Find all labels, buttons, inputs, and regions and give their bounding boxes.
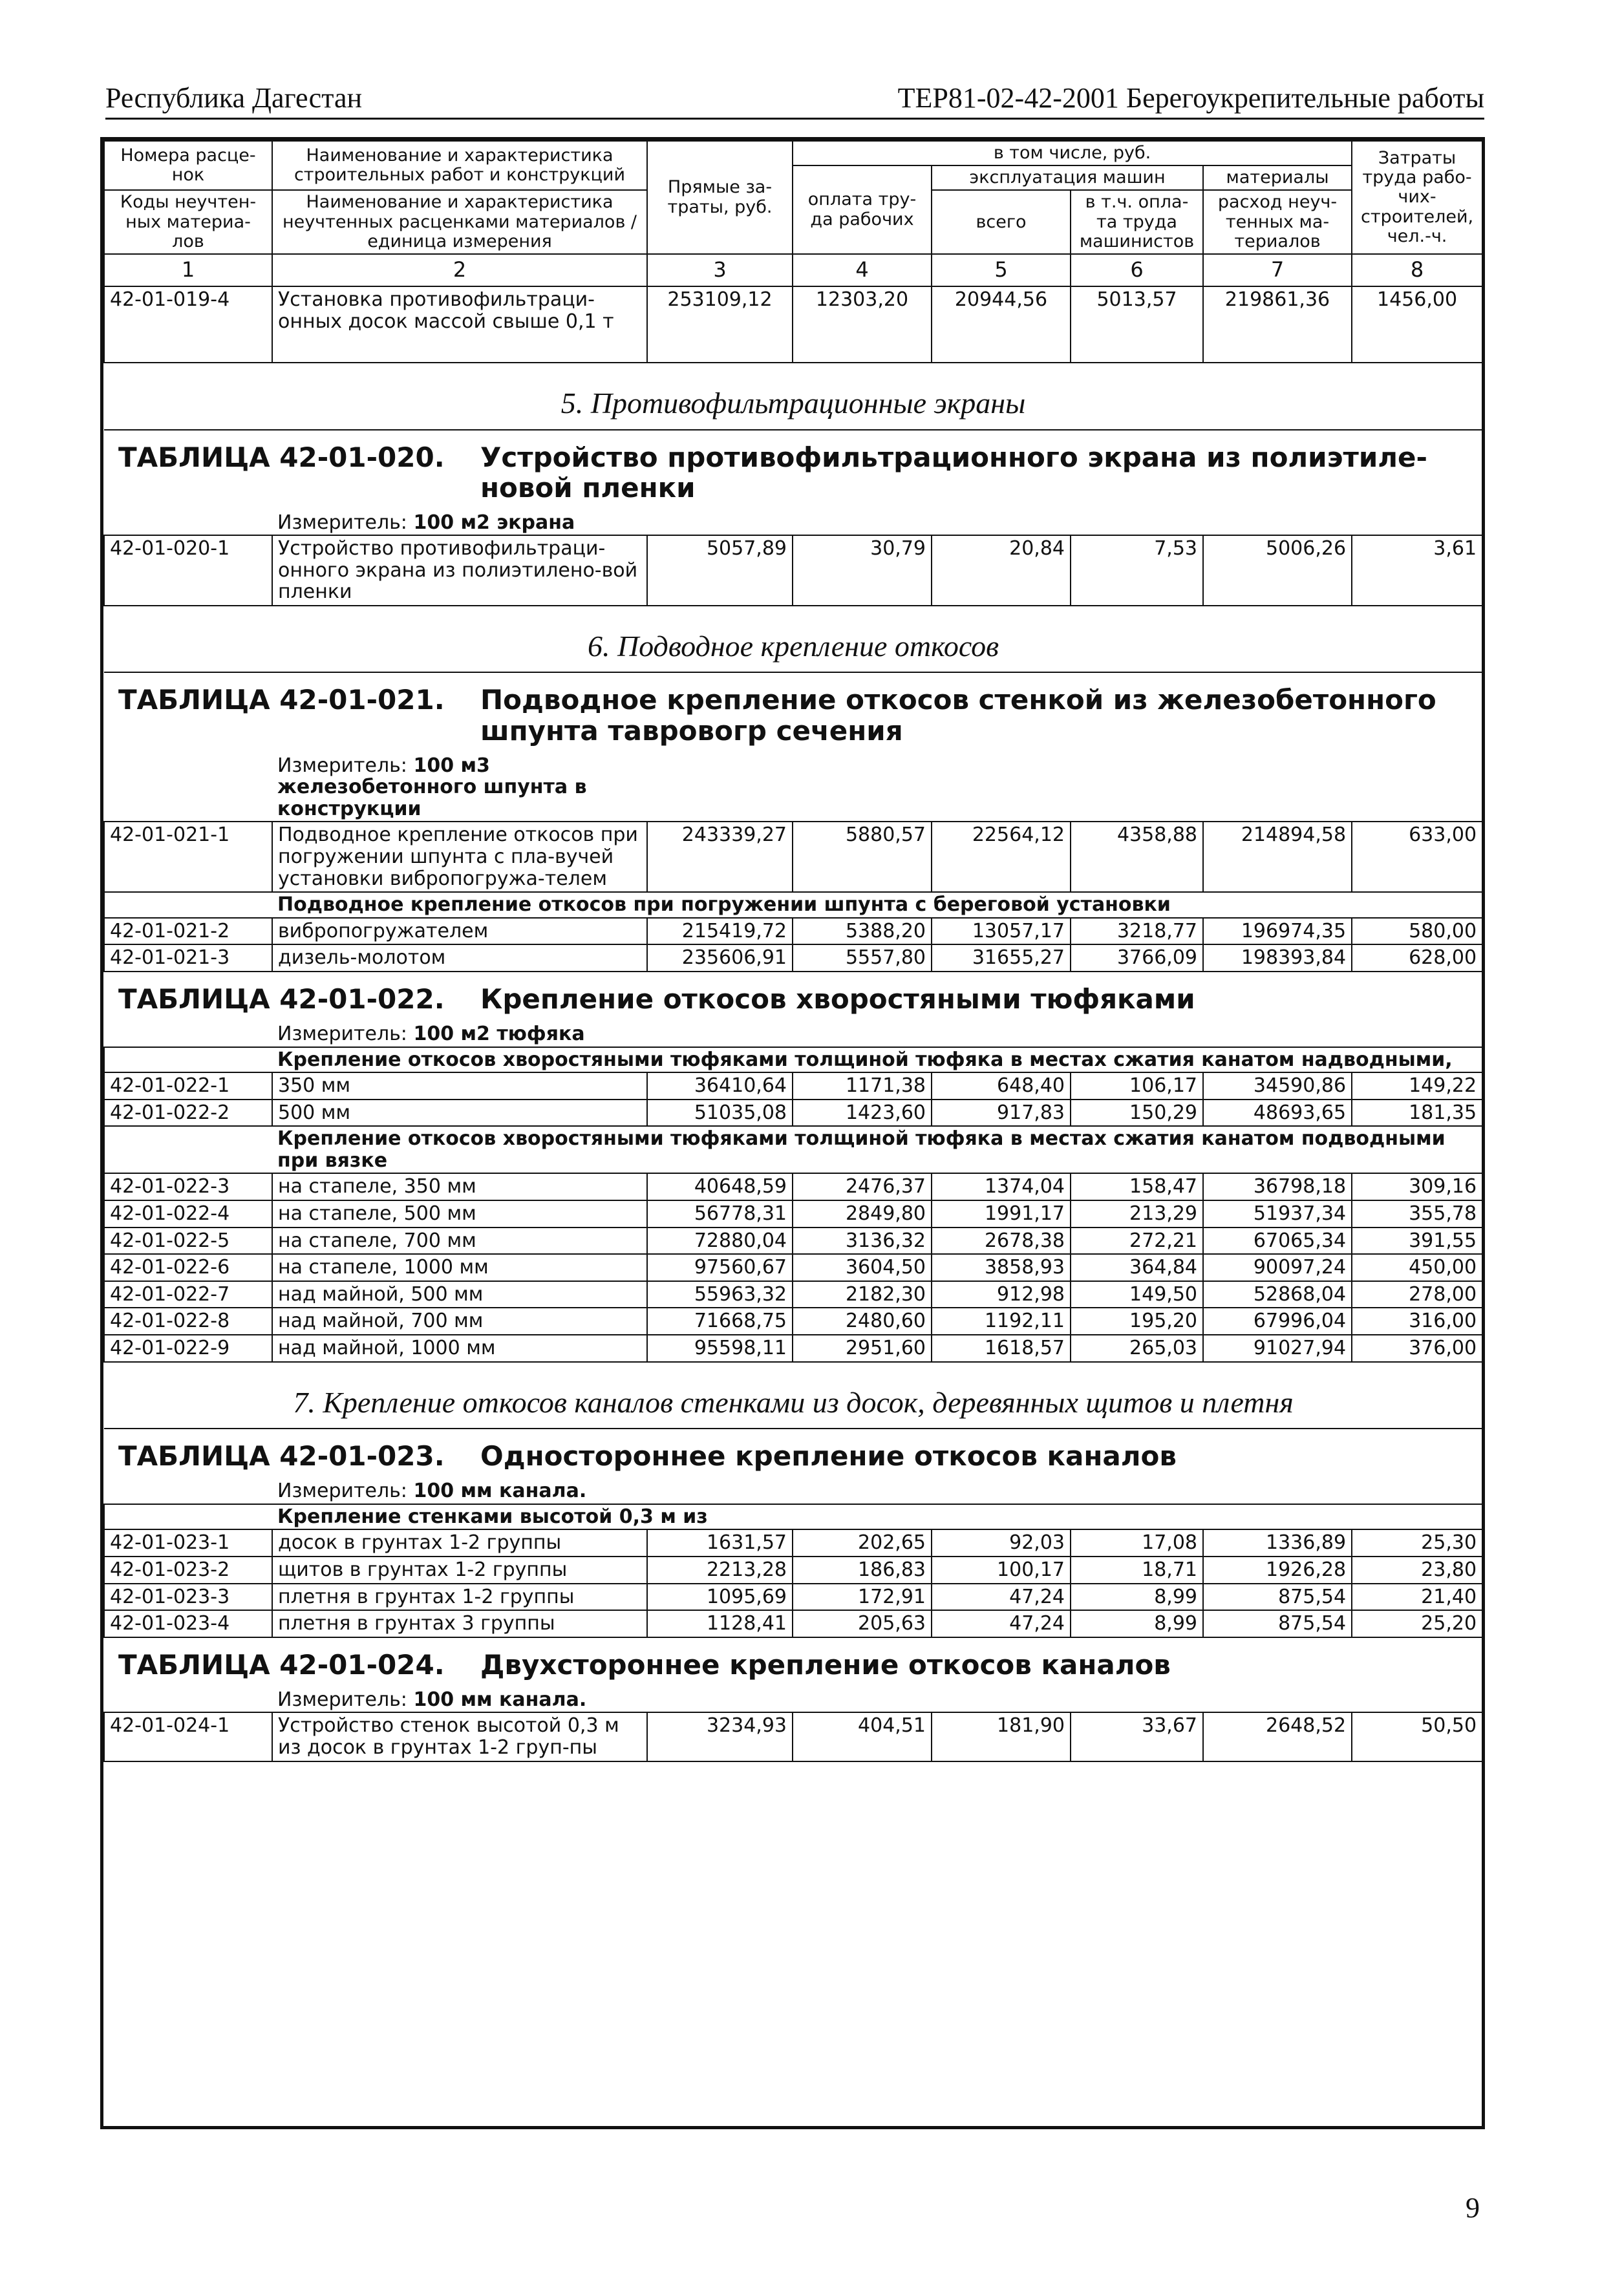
row-code: 42-01-022-5 [104, 1228, 272, 1255]
row-code: 42-01-023-3 [104, 1584, 272, 1611]
group-spacer [104, 1126, 272, 1173]
row-name: на стапеле, 350 мм [272, 1173, 647, 1200]
row-value: 2678,38 [932, 1228, 1071, 1255]
group-row [104, 892, 1482, 918]
measure-label: Измеритель: [277, 754, 407, 777]
measure-spacer [647, 1474, 1482, 1504]
measure-label: Измеритель: [277, 1022, 407, 1045]
col-num: 3 [647, 254, 793, 286]
row-value: 205,63 [793, 1610, 932, 1637]
row-value: 2476,37 [793, 1173, 932, 1200]
header-rule [105, 118, 1484, 120]
row-value: 95598,11 [647, 1335, 793, 1362]
group-row [104, 1126, 1482, 1173]
table-label: ТАБЛИЦА 42-01-021. [118, 684, 445, 716]
table-title [104, 1429, 1482, 1474]
section-heading: 7. Крепление откосов каналов стенками из досок, деревянных щитов и плетня [104, 1362, 1482, 1429]
row-value: 22564,12 [932, 822, 1071, 892]
row-value: 149,22 [1352, 1072, 1482, 1100]
col-name-subheader: Наименование и характеристика неучтенных расценками материалов / единица измерения [272, 190, 647, 254]
column-number-row [104, 254, 1482, 286]
row-value: 91027,94 [1203, 1335, 1352, 1362]
measure-cell [104, 1017, 647, 1047]
row-name: дизель-молотом [272, 944, 647, 972]
row-value: 5388,20 [793, 918, 932, 945]
row-value: 55963,32 [647, 1281, 793, 1308]
row-value: 5006,26 [1203, 535, 1352, 606]
col-num: 2 [272, 254, 647, 286]
row-name: Устройство противофильтраци-онного экрана из полиэтилено-вой пленки [272, 535, 647, 606]
row-value: 1171,38 [793, 1072, 932, 1100]
row-name: Подводное крепление откосов при погружении шпунта с пла-вучей установки вибропогружа-телем [272, 822, 647, 892]
row-value: 25,30 [1352, 1529, 1482, 1557]
row-code: 42-01-019-4 [104, 286, 272, 363]
row-name: на стапеле, 500 мм [272, 1200, 647, 1228]
measure-label: Измеритель: [277, 1480, 407, 1503]
row-value: 17,08 [1071, 1529, 1203, 1557]
row-value: 3766,09 [1071, 944, 1203, 972]
row-name: 500 мм [272, 1100, 647, 1127]
group-heading: Подводное крепление откосов при погружении шпунта с береговой установки [272, 892, 1482, 918]
row-value: 21,40 [1352, 1584, 1482, 1611]
table-label: ТАБЛИЦА 42-01-020. [118, 441, 445, 473]
row-value: 8,99 [1071, 1584, 1203, 1611]
row-value: 50,50 [1352, 1712, 1482, 1761]
header-region: Республика Дагестан [105, 82, 363, 114]
row-value: 1336,89 [1203, 1529, 1352, 1557]
row-value: 33,67 [1071, 1712, 1203, 1761]
table-title [104, 1637, 1482, 1683]
row-code: 42-01-020-1 [104, 535, 272, 606]
row-value: 67065,34 [1203, 1228, 1352, 1255]
table-row [104, 1557, 1482, 1584]
table-title-row [104, 430, 1482, 505]
group-row [104, 1504, 1482, 1530]
col-materials-sub-header: расход неуч-тенных ма-териалов [1203, 190, 1352, 254]
measure-row [104, 749, 1482, 822]
row-code: 42-01-023-2 [104, 1557, 272, 1584]
row-code: 42-01-022-9 [104, 1335, 272, 1362]
row-value: 196974,35 [1203, 918, 1352, 945]
row-name: досок в грунтах 1-2 группы [272, 1529, 647, 1557]
table-row [104, 918, 1482, 945]
row-value: 52868,04 [1203, 1281, 1352, 1308]
table-row [104, 1173, 1482, 1200]
row-value: 1456,00 [1352, 286, 1482, 363]
col-incl-header: в том числе, руб. [793, 141, 1352, 165]
row-value: 195,20 [1071, 1308, 1203, 1335]
measure-row [104, 1683, 1482, 1713]
row-value: 213,29 [1071, 1200, 1203, 1228]
row-value: 31655,27 [932, 944, 1071, 972]
table-row [104, 1281, 1482, 1308]
row-value: 316,00 [1352, 1308, 1482, 1335]
measure-cell [104, 1683, 647, 1713]
table-label: ТАБЛИЦА 42-01-024. [118, 1648, 445, 1681]
col-num: 8 [1352, 254, 1482, 286]
measure-value: 100 мм канала. [413, 1688, 587, 1711]
row-name: Установка противофильтраци-онных досок массой свыше 0,1 т [272, 286, 647, 363]
row-value: 67996,04 [1203, 1308, 1352, 1335]
row-value: 36798,18 [1203, 1173, 1352, 1200]
col-code-subheader: Коды неучтен-ных материа-лов [104, 190, 272, 254]
row-value: 2213,28 [647, 1557, 793, 1584]
row-value: 265,03 [1071, 1335, 1203, 1362]
row-value: 90097,24 [1203, 1254, 1352, 1281]
table-name: Крепление откосов хворостяными тюфяками [480, 983, 1195, 1015]
running-header [105, 76, 1484, 115]
col-materials-header: материалы [1203, 165, 1352, 190]
row-code: 42-01-022-6 [104, 1254, 272, 1281]
col-num: 4 [793, 254, 932, 286]
page-number: 9 [1466, 2192, 1480, 2224]
row-value: 56778,31 [647, 1200, 793, 1228]
row-value: 1192,11 [932, 1308, 1071, 1335]
row-value: 71668,75 [647, 1308, 793, 1335]
table-row [104, 1100, 1482, 1127]
col-labor-header: Затраты труда рабо-чих-строителей, чел.-ч. [1352, 141, 1482, 254]
row-value: 648,40 [932, 1072, 1071, 1100]
table-row [104, 1072, 1482, 1100]
table-row [104, 1228, 1482, 1255]
row-code: 42-01-023-4 [104, 1610, 272, 1637]
row-value: 309,16 [1352, 1173, 1482, 1200]
row-value: 7,53 [1071, 535, 1203, 606]
table-title-row [104, 672, 1482, 748]
row-value: 1374,04 [932, 1173, 1071, 1200]
col-code-header: Номера расце-нок [104, 141, 272, 190]
row-value: 51035,08 [647, 1100, 793, 1127]
row-value: 875,54 [1203, 1584, 1352, 1611]
row-value: 181,35 [1352, 1100, 1482, 1127]
measure-spacer [647, 505, 1482, 536]
row-value: 40648,59 [647, 1173, 793, 1200]
row-value: 18,71 [1071, 1557, 1203, 1584]
row-value: 215419,72 [647, 918, 793, 945]
row-value: 97560,67 [647, 1254, 793, 1281]
row-value: 5557,80 [793, 944, 932, 972]
row-value: 149,50 [1071, 1281, 1203, 1308]
table-name: Двухстороннее крепление откосов каналов [480, 1648, 1171, 1681]
row-code: 42-01-022-4 [104, 1200, 272, 1228]
measure-cell [104, 749, 647, 822]
table-title-row [104, 972, 1482, 1017]
row-name: Устройство стенок высотой 0,3 м из досок в грунтах 1-2 груп-пы [272, 1712, 647, 1761]
header-row-1 [104, 141, 1482, 165]
row-value: 1095,69 [647, 1584, 793, 1611]
row-value: 2480,60 [793, 1308, 932, 1335]
row-value: 2849,80 [793, 1200, 932, 1228]
row-code: 42-01-024-1 [104, 1712, 272, 1761]
row-value: 2648,52 [1203, 1712, 1352, 1761]
row-value: 391,55 [1352, 1228, 1482, 1255]
table-row [104, 1712, 1482, 1761]
table-title-row [104, 1429, 1482, 1474]
row-value: 36410,64 [647, 1072, 793, 1100]
section-heading-row [104, 363, 1482, 430]
table-row [104, 1308, 1482, 1335]
price-table-body [104, 141, 1482, 1761]
row-value: 376,00 [1352, 1335, 1482, 1362]
row-value: 1618,57 [932, 1335, 1071, 1362]
table-row [104, 1254, 1482, 1281]
row-value: 219861,36 [1203, 286, 1352, 363]
price-table [103, 140, 1483, 1762]
row-value: 34590,86 [1203, 1072, 1352, 1100]
table-row [104, 286, 1482, 363]
row-name: плетня в грунтах 1-2 группы [272, 1584, 647, 1611]
row-value: 1128,41 [647, 1610, 793, 1637]
row-code: 42-01-021-1 [104, 822, 272, 892]
table-title-row [104, 1637, 1482, 1683]
table-title [104, 430, 1482, 505]
row-value: 47,24 [932, 1610, 1071, 1637]
row-value: 202,65 [793, 1529, 932, 1557]
section-heading: 6. Подводное крепление откосов [104, 606, 1482, 673]
measure-value: 100 м2 тюфяка [413, 1022, 585, 1045]
measure-label: Измеритель: [277, 1688, 407, 1711]
row-value: 8,99 [1071, 1610, 1203, 1637]
col-wages-header: оплата тру-да рабочих [793, 165, 932, 254]
row-value: 1423,60 [793, 1100, 932, 1127]
row-value: 20,84 [932, 535, 1071, 606]
row-name: над майной, 500 мм [272, 1281, 647, 1308]
row-value: 23,80 [1352, 1557, 1482, 1584]
table-name: Устройство противофильтрационного экрана из полиэтиле-новой пленки [480, 441, 1427, 504]
row-value: 278,00 [1352, 1281, 1482, 1308]
row-value: 3,61 [1352, 535, 1482, 606]
row-value: 2182,30 [793, 1281, 932, 1308]
row-value: 48693,65 [1203, 1100, 1352, 1127]
row-value: 92,03 [932, 1529, 1071, 1557]
row-name: на стапеле, 1000 мм [272, 1254, 647, 1281]
section-heading-row [104, 606, 1482, 673]
row-value: 181,90 [932, 1712, 1071, 1761]
row-name: над майной, 1000 мм [272, 1335, 647, 1362]
measure-value: 100 м3 железобетонного шпунта в конструкции [277, 754, 587, 820]
row-value: 5057,89 [647, 535, 793, 606]
row-value: 30,79 [793, 535, 932, 606]
row-code: 42-01-022-2 [104, 1100, 272, 1127]
measure-cell [104, 1474, 647, 1504]
row-value: 235606,91 [647, 944, 793, 972]
row-value: 186,83 [793, 1557, 932, 1584]
row-value: 633,00 [1352, 822, 1482, 892]
table-row [104, 1200, 1482, 1228]
table-row [104, 1335, 1482, 1362]
row-value: 214894,58 [1203, 822, 1352, 892]
row-value: 12303,20 [793, 286, 932, 363]
group-heading: Крепление откосов хворостяными тюфяками толщиной тюфяка в местах сжатия канатом подводными при вязке [272, 1126, 1482, 1173]
group-spacer [104, 1047, 272, 1073]
row-name: плетня в грунтах 3 группы [272, 1610, 647, 1637]
group-row [104, 1047, 1482, 1073]
row-value: 5013,57 [1071, 286, 1203, 363]
measure-row [104, 1017, 1482, 1047]
row-value: 3858,93 [932, 1254, 1071, 1281]
group-heading: Крепление стенками высотой 0,3 м из [272, 1504, 1482, 1530]
row-code: 42-01-022-3 [104, 1173, 272, 1200]
row-value: 875,54 [1203, 1610, 1352, 1637]
group-spacer [104, 1504, 272, 1530]
measure-value: 100 мм канала. [413, 1480, 587, 1503]
row-value: 25,20 [1352, 1610, 1482, 1637]
row-value: 3604,50 [793, 1254, 932, 1281]
row-value: 450,00 [1352, 1254, 1482, 1281]
measure-spacer [647, 1683, 1482, 1713]
row-value: 47,24 [932, 1584, 1071, 1611]
measure-spacer [647, 1017, 1482, 1047]
measure-cell [104, 505, 647, 536]
table-label: ТАБЛИЦА 42-01-022. [118, 983, 445, 1015]
row-value: 4358,88 [1071, 822, 1203, 892]
table-name: Одностороннее крепление откосов каналов [480, 1440, 1177, 1472]
header-document-title: ТЕР81-02-42-2001 Берегоукрепительные работы [897, 82, 1484, 114]
table-row [104, 1529, 1482, 1557]
row-value: 1631,57 [647, 1529, 793, 1557]
row-value: 253109,12 [647, 286, 793, 363]
measure-row [104, 1474, 1482, 1504]
row-value: 100,17 [932, 1557, 1071, 1584]
table-row [104, 535, 1482, 606]
table-row [104, 822, 1482, 892]
row-value: 172,91 [793, 1584, 932, 1611]
row-value: 364,84 [1071, 1254, 1203, 1281]
row-code: 42-01-022-1 [104, 1072, 272, 1100]
col-machines-total-header: всего [932, 190, 1071, 254]
col-direct-header: Прямые за-траты, руб. [647, 141, 793, 254]
row-value: 5880,57 [793, 822, 932, 892]
row-value: 912,98 [932, 1281, 1071, 1308]
table-row [104, 1584, 1482, 1611]
row-code: 42-01-023-1 [104, 1529, 272, 1557]
row-value: 20944,56 [932, 286, 1071, 363]
table-row [104, 1610, 1482, 1637]
row-name: на стапеле, 700 мм [272, 1228, 647, 1255]
row-value: 158,47 [1071, 1173, 1203, 1200]
row-value: 1991,17 [932, 1200, 1071, 1228]
row-value: 3234,93 [647, 1712, 793, 1761]
row-code: 42-01-021-3 [104, 944, 272, 972]
table-title [104, 972, 1482, 1017]
row-value: 3218,77 [1071, 918, 1203, 945]
row-value: 580,00 [1352, 918, 1482, 945]
measure-value: 100 м2 экрана [413, 511, 575, 534]
row-value: 198393,84 [1203, 944, 1352, 972]
row-value: 272,21 [1071, 1228, 1203, 1255]
table-label: ТАБЛИЦА 42-01-023. [118, 1440, 445, 1472]
measure-row [104, 505, 1482, 536]
measure-spacer [647, 749, 1482, 822]
col-machines-header: эксплуатация машин [932, 165, 1203, 190]
row-value: 106,17 [1071, 1072, 1203, 1100]
col-machines-wages-header: в т.ч. опла-та труда машинистов [1071, 190, 1203, 254]
row-value: 51937,34 [1203, 1200, 1352, 1228]
col-num: 1 [104, 254, 272, 286]
row-value: 355,78 [1352, 1200, 1482, 1228]
row-name: 350 мм [272, 1072, 647, 1100]
col-num: 5 [932, 254, 1071, 286]
col-num: 6 [1071, 254, 1203, 286]
row-value: 628,00 [1352, 944, 1482, 972]
row-name: вибропогружателем [272, 918, 647, 945]
row-code: 42-01-021-2 [104, 918, 272, 945]
row-value: 150,29 [1071, 1100, 1203, 1127]
group-heading: Крепление откосов хворостяными тюфяками толщиной тюфяка в местах сжатия канатом надводными, [272, 1047, 1482, 1073]
row-value: 13057,17 [932, 918, 1071, 945]
measure-label: Измеритель: [277, 511, 407, 534]
row-name: над майной, 700 мм [272, 1308, 647, 1335]
row-value: 72880,04 [647, 1228, 793, 1255]
section-heading: 5. Противофильтрационные экраны [104, 363, 1482, 430]
row-value: 3136,32 [793, 1228, 932, 1255]
row-name: щитов в грунтах 1-2 группы [272, 1557, 647, 1584]
row-value: 1926,28 [1203, 1557, 1352, 1584]
table-name: Подводное крепление откосов стенкой из железобетонного шпунта тавровогр сечения [480, 684, 1436, 747]
row-value: 917,83 [932, 1100, 1071, 1127]
col-name-header: Наименование и характеристика строительных работ и конструкций [272, 141, 647, 190]
row-value: 404,51 [793, 1712, 932, 1761]
col-num: 7 [1203, 254, 1352, 286]
row-code: 42-01-022-8 [104, 1308, 272, 1335]
table-title [104, 672, 1482, 748]
row-code: 42-01-022-7 [104, 1281, 272, 1308]
section-heading-row [104, 1362, 1482, 1429]
table-row [104, 944, 1482, 972]
group-spacer [104, 892, 272, 918]
row-value: 243339,27 [647, 822, 793, 892]
row-value: 2951,60 [793, 1335, 932, 1362]
